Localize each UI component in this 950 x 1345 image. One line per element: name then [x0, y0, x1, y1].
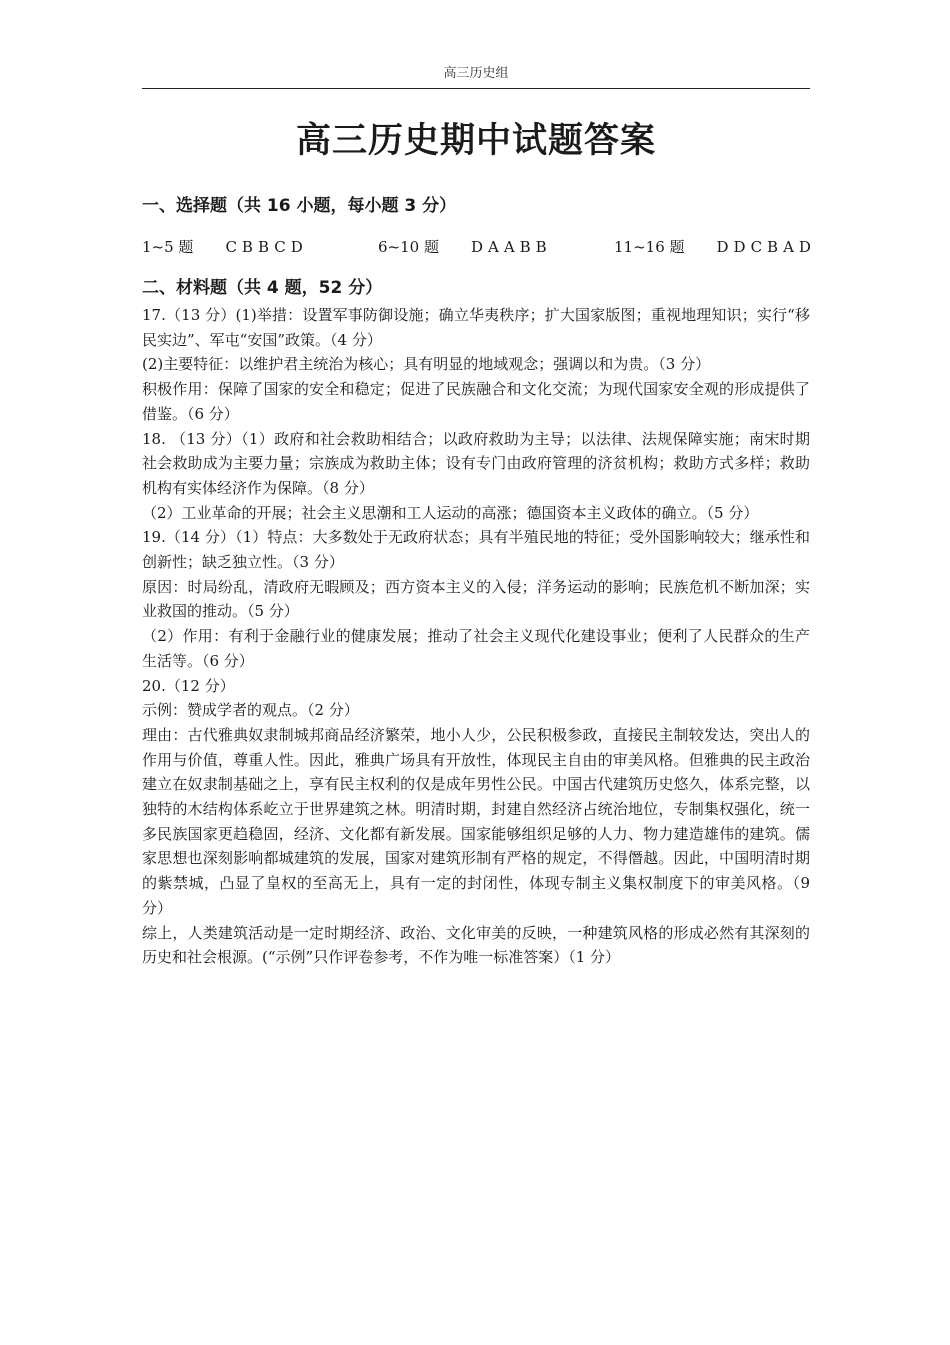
q18-part1: 18. （13 分）（1）政府和社会救助相结合；以政府救助为主导；以法律、法规保障实施；南宋时期社会救助成为主要力量；宗族成为救助主体；设有专门由政府管理的济贫机构；救助方式多样；救助机构有实体经济作为保障。（8 分） [142, 429, 810, 497]
q19-part1-reasons: 原因：时局纷乱，清政府无暇顾及；西方资本主义的入侵；洋务运动的影响；民族危机不断加深；实业救国的推动。（5 分） [142, 577, 810, 621]
answer-range: 1~5 题 [142, 238, 194, 256]
section-2-heading: 二、材料题（共 4 题，52 分） [142, 278, 383, 298]
answer-range: 6~10 题 [378, 238, 439, 256]
q20-reasons: 理由：古代雅典奴隶制城邦商品经济繁荣，地小人少，公民积极参政，直接民主制较发达，突出人的作用与价值，尊重人性。因此，雅典广场具有开放性，体现民主自由的审美风格。但雅典的民主政治建立在奴隶制基础之上，享有民主权利的仅是成年男性公民。中国古代建筑历史悠久，体系完整，以独特的木结构体系屹立于世界建筑之林。明清时期，封建自然经济占统治地位，专制集权强化，统一多民族国家更趋稳固，经济、文化都有新发展。国家能够组织足够的人力、物力建造雄伟的建筑。儒家思想也深刻影响都城建筑的发展，国家对建筑形制有严格的规定，不得僭越。因此，中国明清时期的紫禁城，凸显了皇权的至高无上，具有一定的封闭性，体现专制主义集权制度下的审美风格。（9 分） [142, 725, 810, 917]
q19-part2: （2）作用：有利于金融行业的健康发展；推动了社会主义现代化建设事业；便利了人民群众的生产生活等。（6 分） [142, 627, 810, 670]
page-title: 高三历史期中试题答案 [295, 121, 656, 161]
answer-group-6-10 [378, 235, 552, 259]
answer-letters: DDCBAD [716, 238, 816, 256]
page-header: 高三历史组 [443, 66, 509, 81]
q17-part1: 17.（13 分）(1)举措：设置军事防御设施；确立华夷秩序；扩大国家版图；重视地理知识；实行“移民实边”、军屯“安国”政策。（4 分） [142, 306, 810, 349]
q19-part1-features: 19.（14 分）（1）特点：大多数处于无政府状态；具有半殖民地的特征；受外国影响较大；继承性和创新性；缺乏独立性。（3 分） [142, 528, 810, 572]
section-1-heading: 一、选择题（共 16 小题，每小题 3 分） [142, 196, 457, 216]
section-2-body [142, 303, 810, 970]
q20-conclusion: 综上，人类建筑活动是一定时期经济、政治、文化审美的反映，一种建筑风格的形成必然有其深刻的历史和社会根源。(“示例”只作评卷参考，不作为唯一标准答案）（1 分） [142, 923, 810, 967]
q20-heading: 20.（12 分） [142, 676, 235, 695]
q17-part2-effects: 积极作用：保障了国家的安全和稳定；促进了民族融合和文化交流；为现代国家安全观的形成提供了借鉴。（6 分） [142, 380, 810, 423]
answer-letters: CBBCD [225, 238, 308, 256]
multiple-choice-answers [142, 235, 816, 259]
answer-group-11-16 [614, 235, 816, 259]
answer-group-1-5 [142, 235, 308, 259]
q18-part2: （2）工业革命的开展；社会主义思潮和工人运动的高涨；德国资本主义政体的确立。（5 分） [142, 503, 759, 522]
header-rule [142, 88, 810, 89]
answer-letters: DAABB [470, 238, 552, 256]
q20-example: 示例：赞成学者的观点。（2 分） [142, 701, 359, 720]
answer-range: 11~16 题 [614, 238, 685, 256]
q17-part2-features: (2)主要特征：以维护君主统治为核心；具有明显的地域观念；强调以和为贵。（3 分） [142, 355, 711, 374]
